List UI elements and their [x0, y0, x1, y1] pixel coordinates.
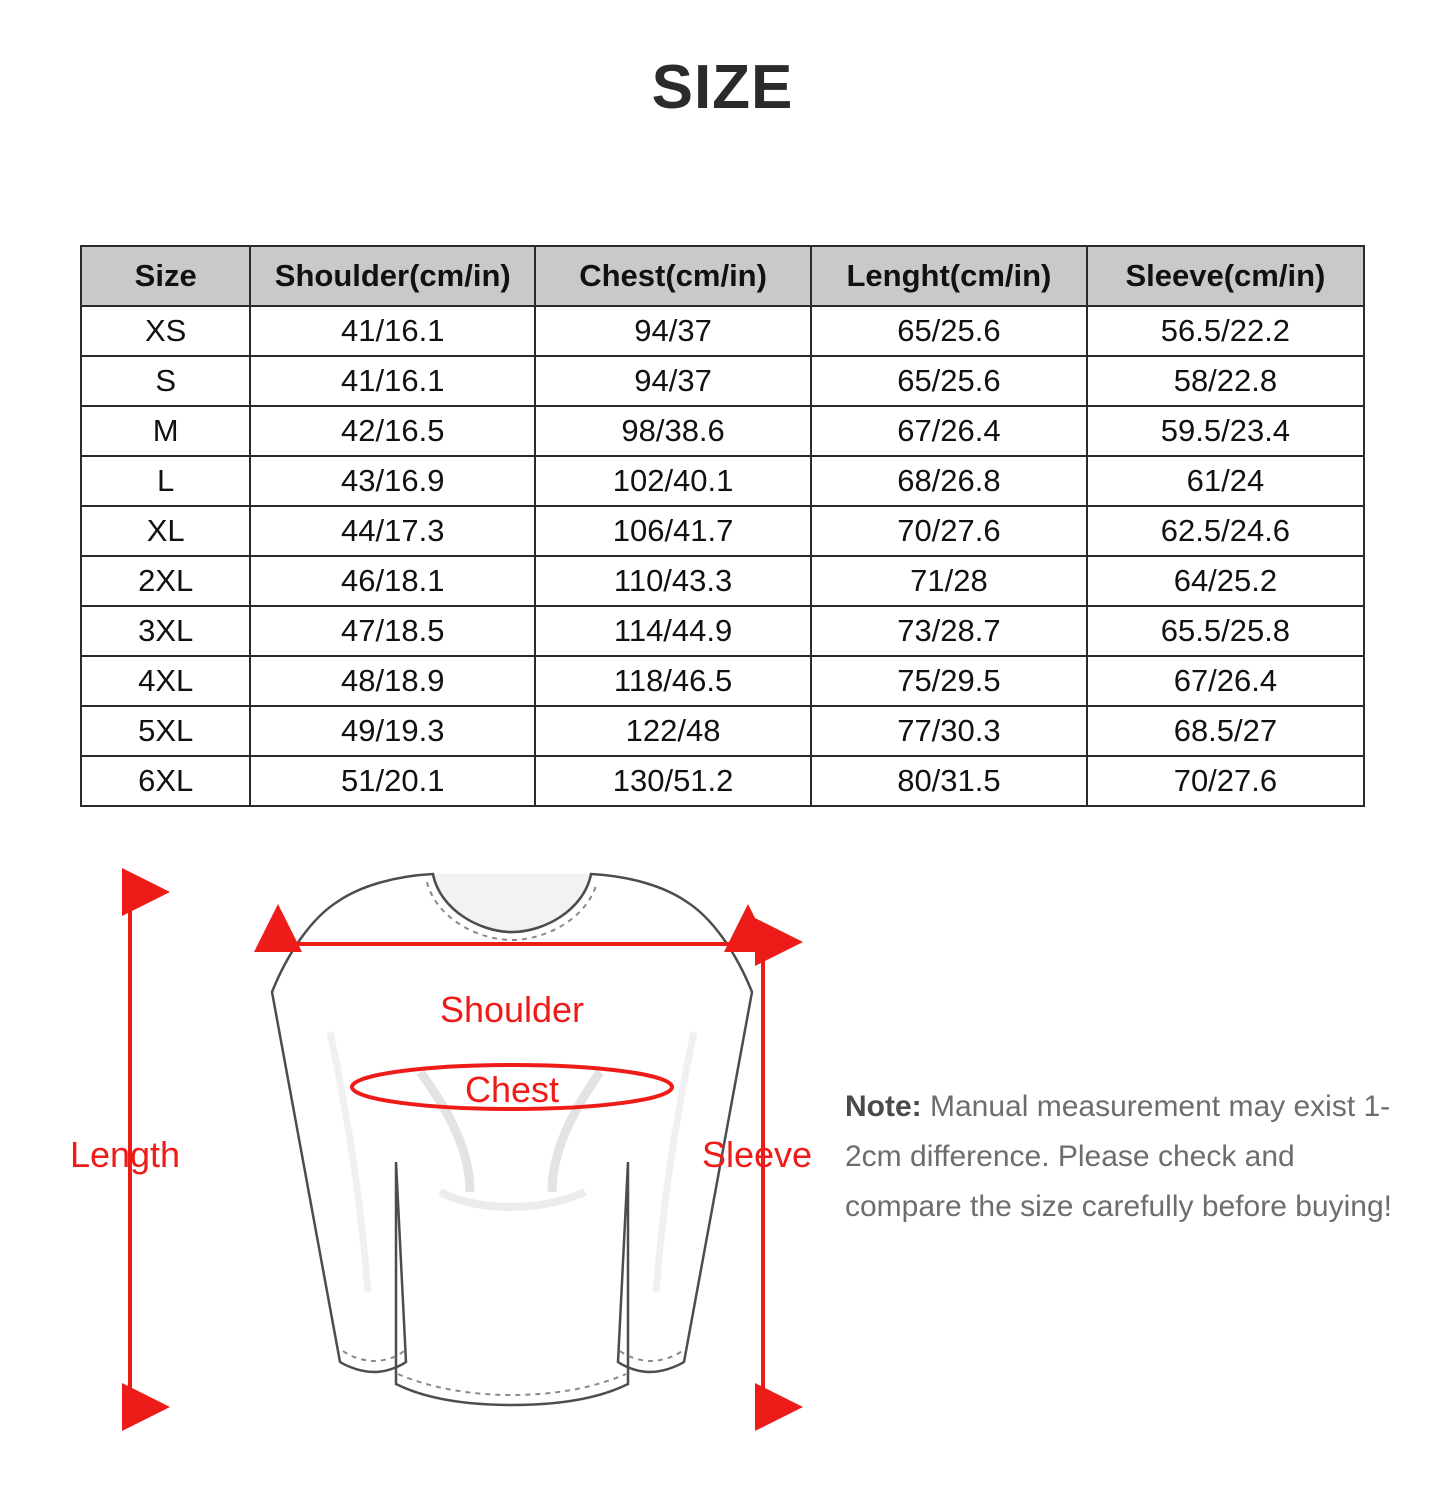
cell-sleeve: 58/22.8 [1087, 356, 1364, 406]
note-block [845, 1082, 1405, 1232]
cell-length: 67/26.4 [811, 406, 1087, 456]
cell-shoulder: 51/20.1 [250, 756, 535, 806]
page-title: SIZE [651, 53, 794, 122]
label-length: Length [69, 1134, 181, 1175]
note-label: Note: [845, 1090, 922, 1123]
cell-chest: 122/48 [535, 706, 811, 756]
cell-chest: 106/41.7 [535, 506, 811, 556]
table-row [81, 456, 1364, 506]
table-row [81, 606, 1364, 656]
cell-shoulder: 41/16.1 [250, 356, 535, 406]
cell-chest: 130/51.2 [535, 756, 811, 806]
cell-chest: 94/37 [535, 356, 811, 406]
cell-size: M [81, 406, 250, 456]
table-header-row [81, 246, 1364, 306]
cell-chest: 94/37 [535, 306, 811, 356]
cell-shoulder: 46/18.1 [250, 556, 535, 606]
table-row [81, 506, 1364, 556]
cell-size: 6XL [81, 756, 250, 806]
cell-length: 70/27.6 [811, 506, 1087, 556]
cell-sleeve: 68.5/27 [1087, 706, 1364, 756]
column-header-size: Size [81, 246, 250, 306]
cell-size: XL [81, 506, 250, 556]
table-row [81, 756, 1364, 806]
cell-shoulder: 44/17.3 [250, 506, 535, 556]
cell-sleeve: 64/25.2 [1087, 556, 1364, 606]
table-row [81, 556, 1364, 606]
column-header-chest: Chest(cm/in) [535, 246, 811, 306]
cell-size: L [81, 456, 250, 506]
cell-sleeve: 56.5/22.2 [1087, 306, 1364, 356]
cell-length: 68/26.8 [811, 456, 1087, 506]
cell-size: 3XL [81, 606, 250, 656]
cell-shoulder: 43/16.9 [250, 456, 535, 506]
cell-length: 75/29.5 [811, 656, 1087, 706]
table-row [81, 356, 1364, 406]
cell-shoulder: 47/18.5 [250, 606, 535, 656]
cell-length: 73/28.7 [811, 606, 1087, 656]
cell-chest: 118/46.5 [535, 656, 811, 706]
cell-shoulder: 42/16.5 [250, 406, 535, 456]
column-header-shoulder: Shoulder(cm/in) [250, 246, 535, 306]
note-text: Manual measurement may exist 1-2cm difference. Please check and compare the size carefully before buying! [845, 1090, 1392, 1223]
table-row [81, 656, 1364, 706]
cell-shoulder: 49/19.3 [250, 706, 535, 756]
cell-sleeve: 65.5/25.8 [1087, 606, 1364, 656]
cell-length: 77/30.3 [811, 706, 1087, 756]
table-row [81, 706, 1364, 756]
cell-length: 71/28 [811, 556, 1087, 606]
cell-size: 4XL [81, 656, 250, 706]
cell-sleeve: 62.5/24.6 [1087, 506, 1364, 556]
cell-sleeve: 70/27.6 [1087, 756, 1364, 806]
cell-chest: 102/40.1 [535, 456, 811, 506]
shirt-illustration [272, 874, 752, 1405]
cell-chest: 110/43.3 [535, 556, 811, 606]
cell-length: 65/25.6 [811, 306, 1087, 356]
cell-chest: 98/38.6 [535, 406, 811, 456]
label-chest: Chest [464, 1069, 560, 1110]
cell-sleeve: 67/26.4 [1087, 656, 1364, 706]
cell-length: 65/25.6 [811, 356, 1087, 406]
cell-size: 5XL [81, 706, 250, 756]
size-chart-table [80, 245, 1365, 807]
label-sleeve: Sleeve [701, 1134, 813, 1175]
table-row [81, 306, 1364, 356]
column-header-length: Lenght(cm/in) [811, 246, 1087, 306]
cell-sleeve: 59.5/23.4 [1087, 406, 1364, 456]
cell-size: S [81, 356, 250, 406]
cell-length: 80/31.5 [811, 756, 1087, 806]
cell-sleeve: 61/24 [1087, 456, 1364, 506]
label-shoulder: Shoulder [439, 989, 585, 1030]
cell-chest: 114/44.9 [535, 606, 811, 656]
column-header-sleeve: Sleeve(cm/in) [1087, 246, 1364, 306]
cell-size: XS [81, 306, 250, 356]
cell-shoulder: 41/16.1 [250, 306, 535, 356]
cell-size: 2XL [81, 556, 250, 606]
size-chart-table-wrapper [80, 245, 1365, 807]
cell-shoulder: 48/18.9 [250, 656, 535, 706]
table-row [81, 406, 1364, 456]
